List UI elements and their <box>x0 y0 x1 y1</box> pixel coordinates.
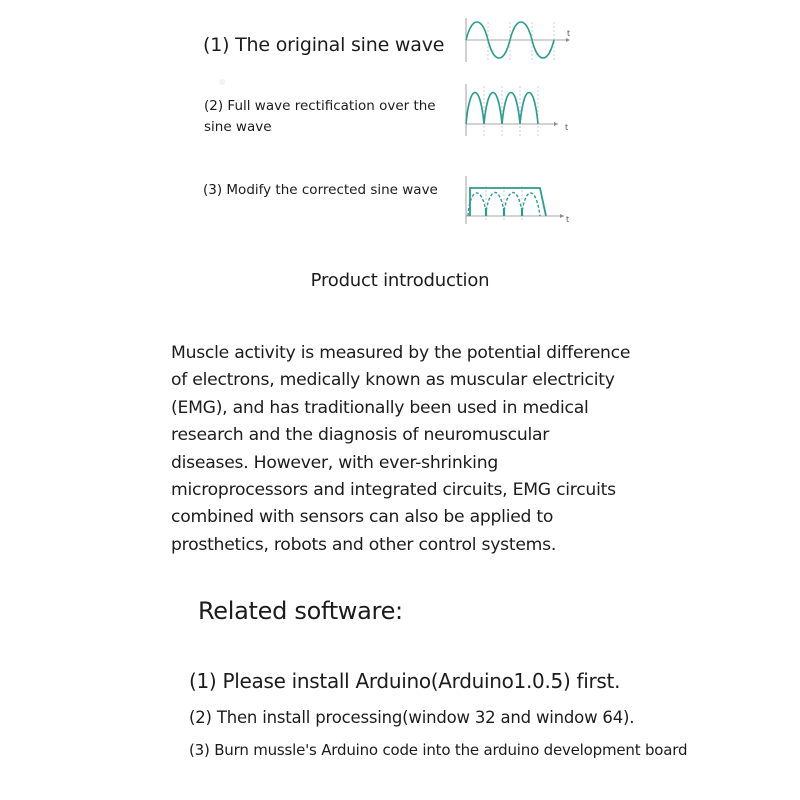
smoothed-wave-graph-icon <box>462 172 582 230</box>
sine-wave-graph-icon <box>462 12 582 68</box>
axis-label-t: t <box>567 29 571 38</box>
guide-lines <box>488 22 554 62</box>
sample-markers <box>486 208 522 216</box>
rectified-wave-graph-icon <box>462 78 582 142</box>
product-introduction-title: Product introduction <box>310 270 490 291</box>
software-step-1: (1) Please install Arduino(Arduino1.0.5) first. <box>189 669 621 693</box>
software-step-3: (3) Burn mussle's Arduino code into the arduino development board <box>189 741 688 759</box>
watermark: · <box>215 55 230 109</box>
axis-label-t: t <box>566 215 570 224</box>
wave-label-modified: (3) Modify the corrected sine wave <box>203 182 438 198</box>
related-software-title: Related software: <box>198 597 403 625</box>
software-step-2: (2) Then install processing(window 32 and window 64). <box>189 708 635 727</box>
guide-lines <box>486 186 522 222</box>
rectified-curve <box>466 93 538 125</box>
product-introduction-body: Muscle activity is measured by the potential difference of electrons, medically known as muscular electricity (EMG), and has traditionally been used in medical research and the diagnosis of neuromuscular diseases. However, with ever-shrinking microprocessors and integrated circuits, EMG circuits combined with sensors can also be applied to prosthetics, robots and other control systems. <box>171 343 631 555</box>
axis-arrow <box>560 214 564 218</box>
axis-arrow <box>566 38 570 42</box>
axis-arrow <box>554 122 558 126</box>
axis-label-t: t <box>565 123 569 132</box>
wave-label-rectified: (2) Full wave rectification over the sine wave <box>204 98 436 135</box>
smoothed-envelope <box>470 188 546 216</box>
wave-label-original: (1) The original sine wave <box>203 34 445 56</box>
